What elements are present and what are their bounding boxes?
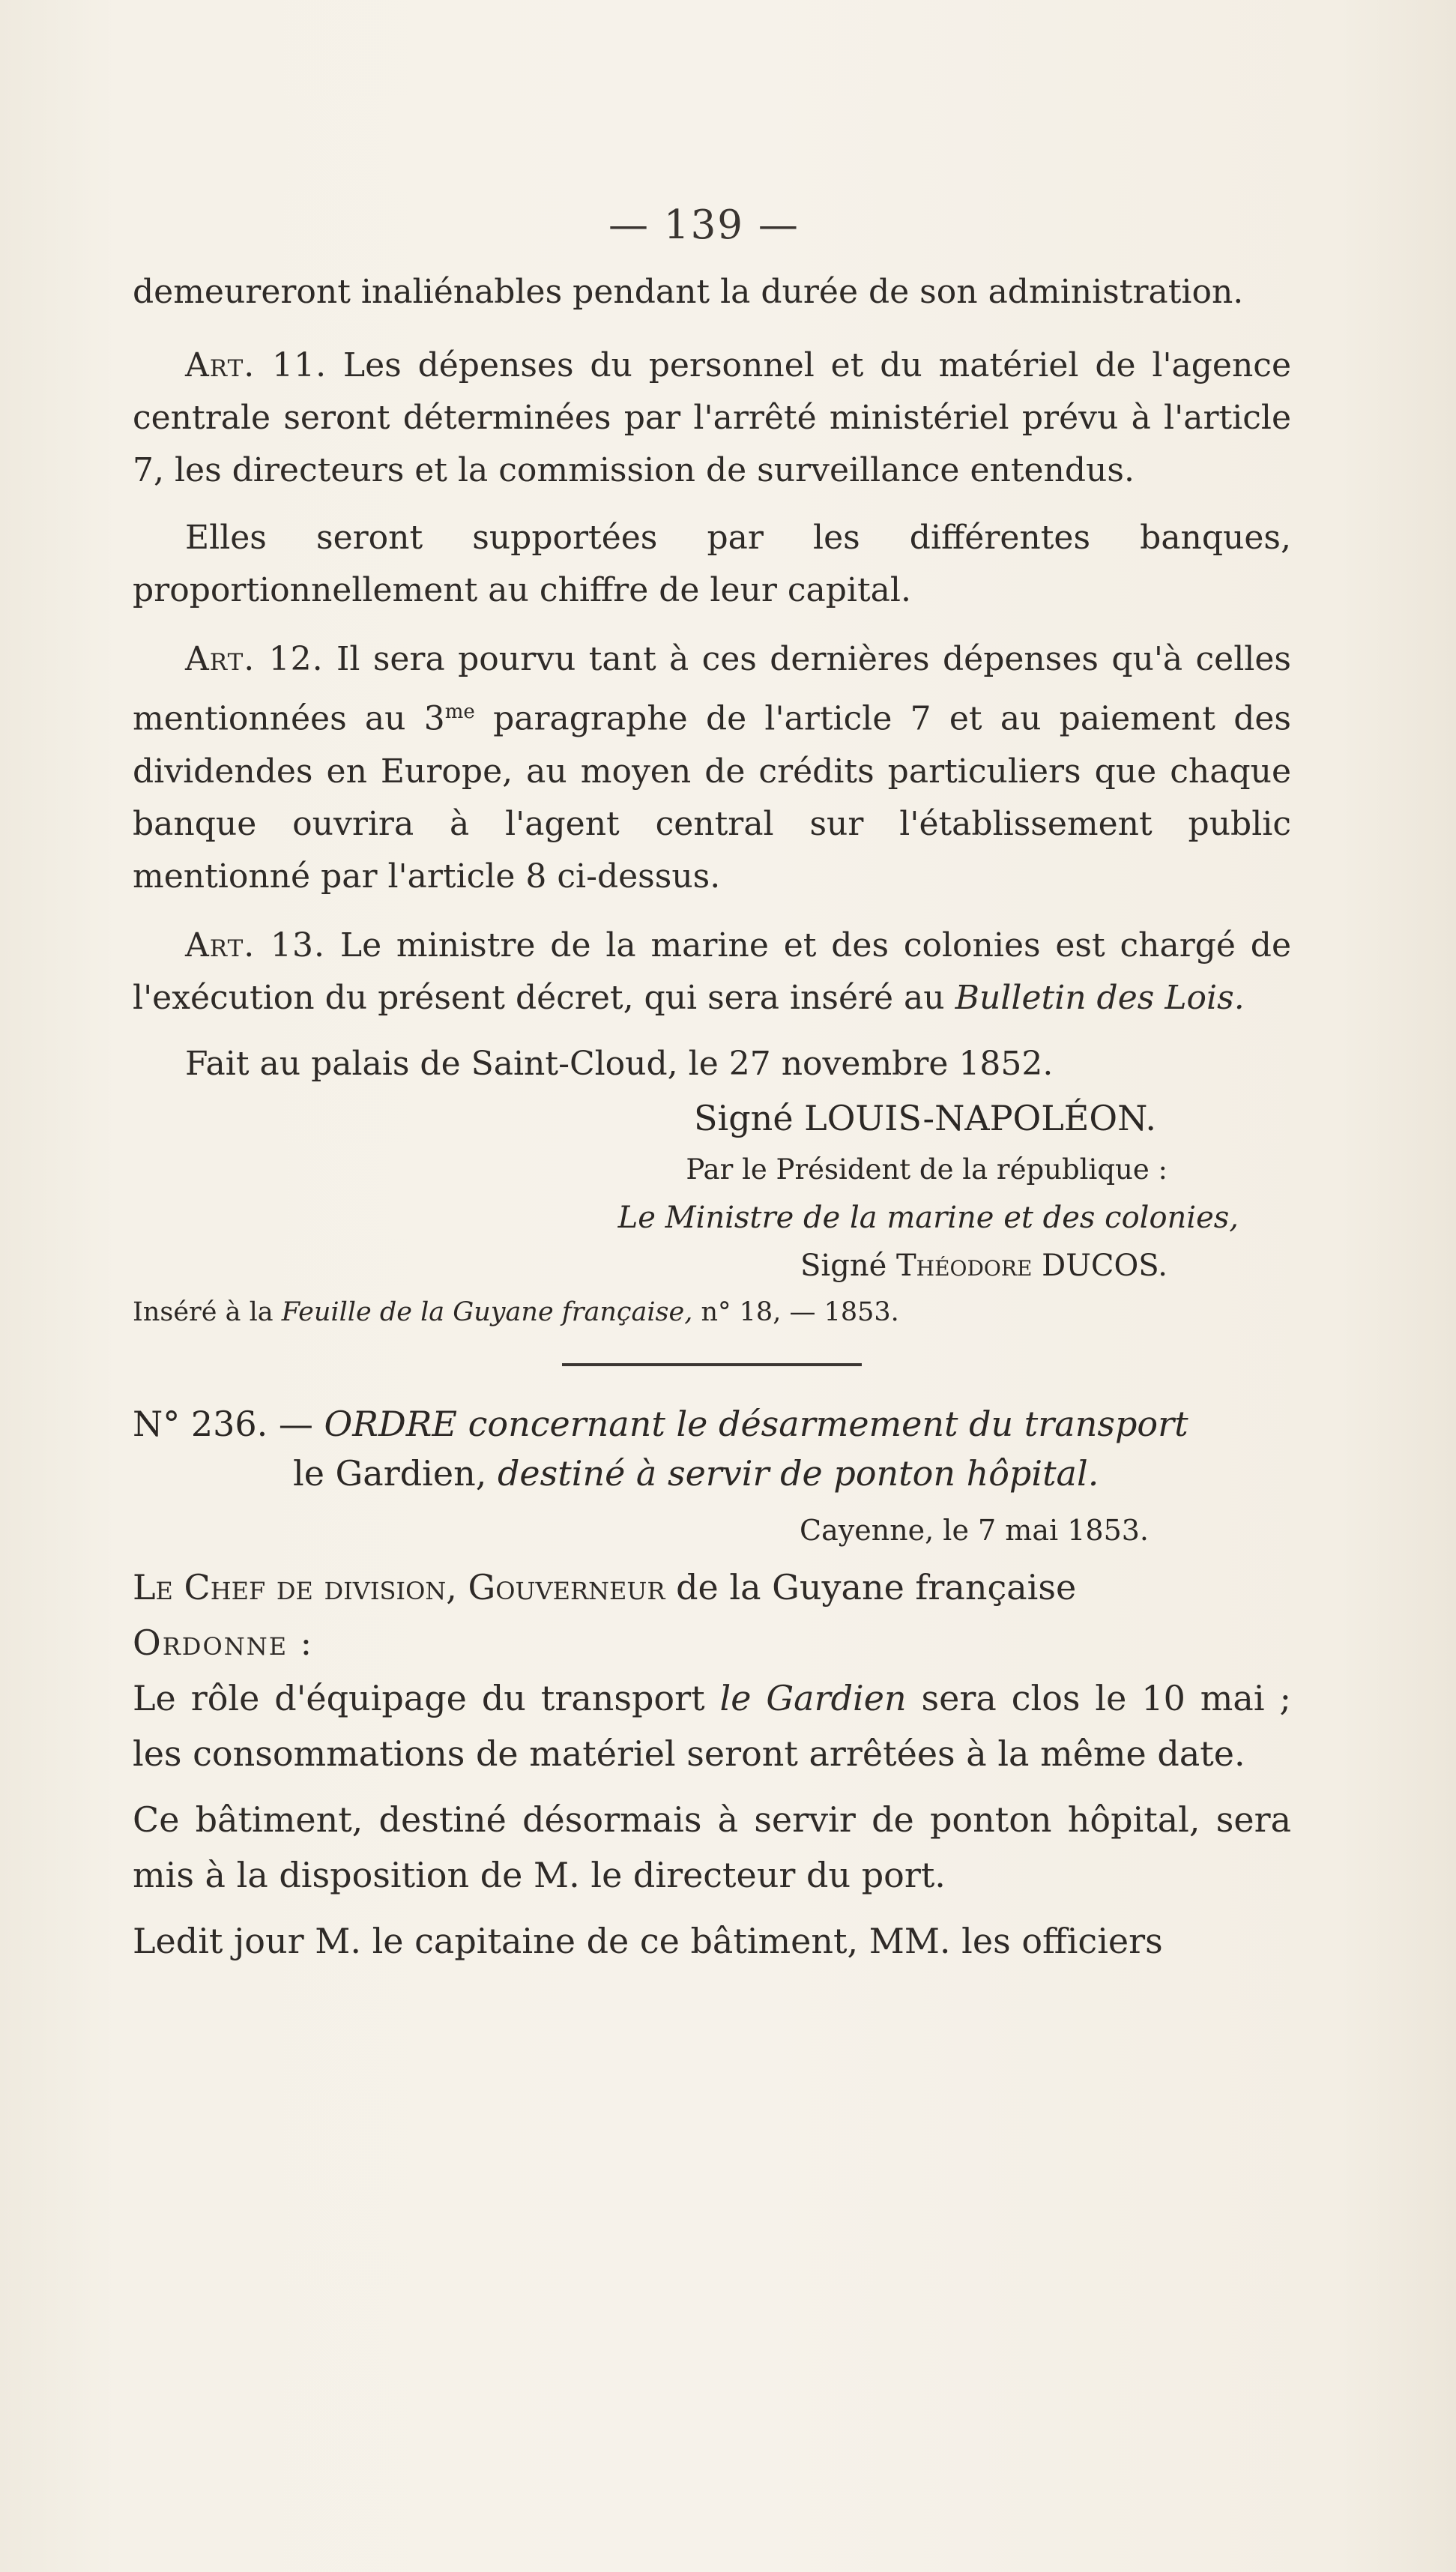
order-paragraph-1 [133,1670,1291,1781]
article-11-heading: Art. 11. [185,346,327,384]
order-title-italic-1: ORDRE concernant le désarmement du transport [324,1403,1188,1444]
article-13-bulletin: Bulletin des Lois. [955,978,1245,1017]
order-number: N° 236. [133,1403,268,1444]
order-title-gardien: le Gardien [293,1452,476,1494]
paragraph-continuation: demeureront inaliénables pendant la durée de son administration. [133,273,1244,311]
order-dash: — [268,1403,324,1444]
signed-ducos-last: DUCOS. [1032,1248,1167,1283]
article-12-text-b: paragraphe de l'article 7 et au paiement des dividendes en Europe, au moyen de crédits particuliers que chaque banque ouvrira à l'agent central sur l'établissement public mentionné par l'article 8 ci-dessus. [133,699,1291,896]
order-p1-b: sera clos le 10 mai ; les consommations de matériel seront arrêtées à la même date. [133,1677,1291,1774]
insere-feuille: Feuille de la Guyane française, [281,1296,693,1327]
signature-block [133,1090,1291,1290]
insere-line [133,1290,1291,1335]
signed-ducos-prefix: Signé [800,1248,896,1283]
par-le-president: Par le Président de la république : [686,1153,1167,1186]
page-number: — 139 — [608,202,800,248]
signed-ducos-first: Théodore [895,1248,1033,1283]
article-12 [133,633,1291,903]
order-p1-gardien: le Gardien [719,1677,907,1718]
fait-line: Fait au palais de Saint-Cloud, le 27 novembre 1852. [185,1044,1054,1083]
insere-prefix: Inséré à la [133,1296,282,1327]
order-p1-a: Le rôle d'équipage du transport [133,1677,720,1718]
chef-rest: de la Guyane française [665,1566,1077,1608]
insere-suffix: n° 18, — 1853. [692,1296,899,1327]
article-12-superscript: me [444,701,475,723]
order-title-comma: , [475,1452,498,1494]
order-title-line1 [133,1399,1291,1449]
article-13 [133,920,1291,1024]
order-title-italic-2: destiné à servir de ponton hôpital. [497,1452,1099,1494]
order-paragraph-3: Ledit jour M. le capitaine de ce bâtiment, MM. les officiers [133,1920,1163,1961]
article-11-text: Les dépenses du personnel et du matériel de l'agence centrale seront déterminées par l'arrêté ministériel prévu à l'article 7, les directeurs et la commission de surveillance entendus. [133,346,1291,489]
article-13-heading: Art. 13. [185,926,326,964]
signed-ducos [133,1242,1239,1290]
signed-louis-napoleon: Signé LOUIS-NAPOLÉON. [694,1097,1156,1138]
minister-title: Le Ministre de la marine et des colonies, [617,1200,1239,1235]
chef-comma: , [446,1566,468,1608]
section-divider [562,1363,862,1366]
document-body [133,266,1291,1969]
ordonne: Ordonne : [133,1622,314,1663]
chef-line [133,1560,1291,1615]
paragraph-elles: Elles seront supportées par les différentes banques, proportionnellement au chiffre de leur capital. [133,519,1291,609]
order-title-line2 [133,1449,1291,1498]
article-12-text-a: Il sera pourvu tant à ces dernières dépenses qu'à celles mentionnées au 3 [133,640,1291,738]
gouverneur: Gouverneur [468,1566,665,1608]
order-paragraph-2: Ce bâtiment, destiné désormais à servir de ponton hôpital, sera mis à la disposition de M. le directeur du port. [133,1799,1291,1895]
article-12-heading: Art. 12. [185,640,324,678]
article-13-text: Le ministre de la marine et des colonies est chargé de l'exécution du présent décret, qui sera inséré au [133,926,1291,1017]
order-date: Cayenne, le 7 mai 1853. [800,1513,1149,1547]
chef-de-division: Le Chef de division [133,1566,447,1608]
article-11 [133,339,1291,497]
